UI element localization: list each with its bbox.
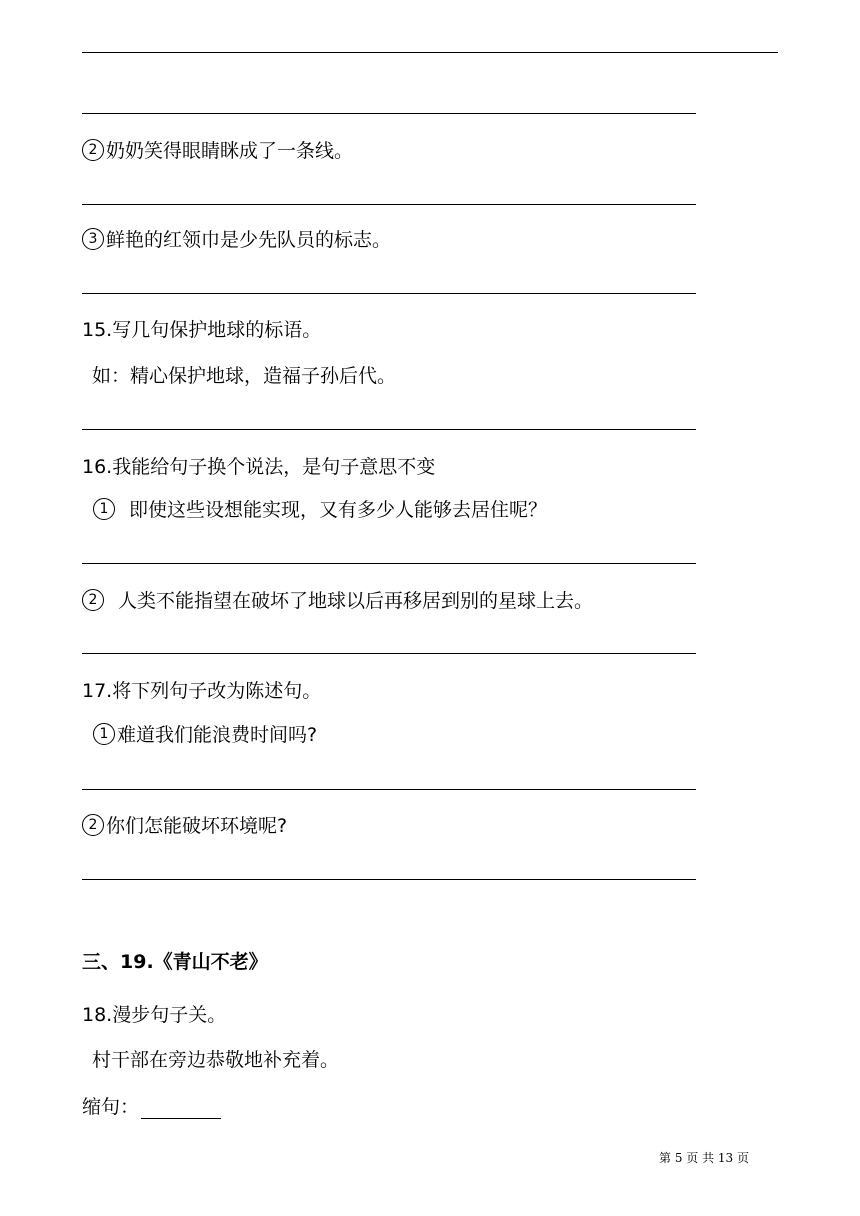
top-divider [82,52,778,53]
q16-item-2-text: 人类不能指望在破坏了地球以后再移居到别的星球上去。 [118,590,594,612]
q16-item-1 [93,498,547,522]
answer-blank[interactable] [141,1100,221,1119]
q17-item-1 [93,723,317,747]
q16-item-1-text: 即使这些设想能实现，又有多少人能够去居住呢？ [129,499,548,521]
q14-item-2-text: 奶奶笑得眼睛眯成了一条线。 [106,140,354,162]
q14-item-2 [82,139,353,163]
answer-line [82,113,696,114]
q15-example: 如：精心保护地球，造福子孙后代。 [92,365,397,387]
answer-line [82,879,696,880]
answer-line [82,429,696,430]
q18-label: 缩句： [82,1096,140,1118]
page-footer: 第 5 页 共 13 页 [659,1151,749,1165]
circled-number: 1 [93,498,115,520]
answer-line [82,204,696,205]
answer-line [82,293,696,294]
circled-number: 2 [82,589,104,611]
q17-item-2 [82,814,287,838]
answer-line [82,653,696,654]
q16-item-2 [82,589,593,613]
circled-number: 1 [93,723,115,745]
q14-item-3-text: 鲜艳的红领巾是少先队员的标志。 [106,229,392,251]
answer-line [82,563,696,564]
circled-number: 3 [82,228,104,250]
q15-title: 15.写几句保护地球的标语。 [82,319,322,341]
q16-title: 16.我能给句子换个说法，是句子意思不变 [82,456,436,478]
q18-sentence: 村干部在旁边恭敬地补充着。 [92,1049,340,1071]
answer-line [82,789,696,790]
q17-item-2-text: 你们怎能破坏环境呢? [106,815,288,837]
circled-number: 2 [82,139,104,161]
q14-item-3 [82,228,391,252]
q18-title: 18.漫步句子关。 [82,1004,227,1026]
q17-item-1-text: 难道我们能浪费时间吗? [117,724,318,746]
section-3-title: 三、19.《青山不老》 [82,951,268,973]
circled-number: 2 [82,814,104,836]
q17-title: 17.将下列句子改为陈述句。 [82,680,322,702]
q18-answer-row [82,1095,221,1119]
